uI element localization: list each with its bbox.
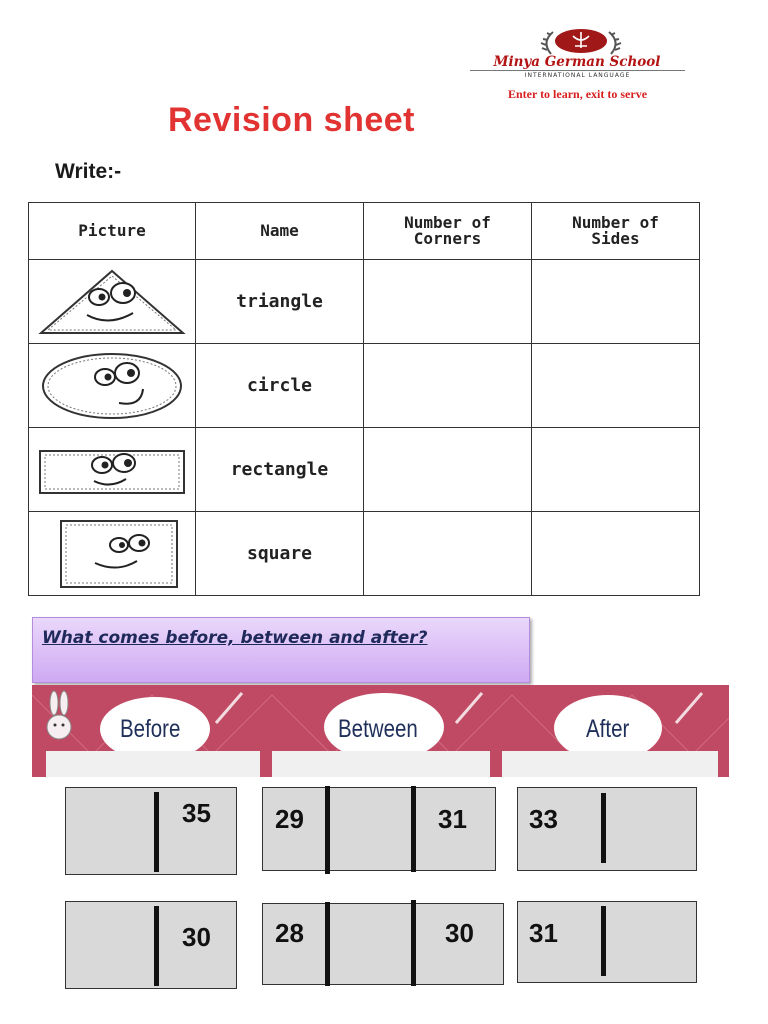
before-given-number: 30 bbox=[182, 922, 211, 952]
table-row bbox=[29, 428, 700, 512]
between-right-number: 30 bbox=[445, 918, 474, 948]
shapes-table bbox=[28, 202, 700, 596]
circle-face-icon bbox=[37, 351, 187, 421]
shape-name-cell: circle bbox=[196, 344, 364, 428]
header-sides-label: Number of Sides bbox=[572, 213, 659, 248]
sides-answer-cell[interactable] bbox=[532, 512, 700, 596]
after-given-number: 33 bbox=[529, 804, 558, 834]
question-text: What comes before, between and after? bbox=[42, 628, 428, 648]
sides-answer-cell[interactable] bbox=[532, 344, 700, 428]
corners-answer-cell[interactable] bbox=[364, 428, 532, 512]
question-banner bbox=[32, 617, 530, 683]
shape-name-cell: rectangle bbox=[196, 428, 364, 512]
corners-answer-cell[interactable] bbox=[364, 260, 532, 344]
after-answer-slot[interactable] bbox=[610, 906, 690, 976]
box-divider bbox=[601, 906, 606, 976]
before-strip bbox=[46, 751, 260, 777]
square-face-icon bbox=[37, 517, 187, 591]
shape-name-cell: triangle bbox=[196, 260, 364, 344]
label-before: Before bbox=[120, 715, 181, 743]
after-given-number: 31 bbox=[529, 918, 558, 948]
corners-answer-cell[interactable] bbox=[364, 344, 532, 428]
between-left-number: 28 bbox=[275, 918, 304, 948]
write-instruction: Write:- bbox=[55, 160, 122, 183]
header-corners bbox=[364, 203, 532, 260]
bunny-icon bbox=[44, 689, 74, 749]
header-name: Name bbox=[196, 203, 364, 260]
between-answer-slot[interactable] bbox=[333, 908, 407, 980]
picture-cell bbox=[29, 344, 196, 428]
before-answer-slot[interactable] bbox=[72, 795, 150, 865]
shape-name-cell: square bbox=[196, 512, 364, 596]
triangle-face-icon bbox=[37, 267, 187, 337]
picture-cell bbox=[29, 512, 196, 596]
box-divider bbox=[154, 792, 159, 872]
box-divider bbox=[325, 786, 330, 874]
label-after: After bbox=[586, 715, 630, 743]
after-answer-slot[interactable] bbox=[610, 792, 690, 864]
table-row bbox=[29, 512, 700, 596]
header-sides bbox=[532, 203, 700, 260]
sides-answer-cell[interactable] bbox=[532, 428, 700, 512]
picture-cell bbox=[29, 428, 196, 512]
school-name: Minya German School bbox=[493, 54, 661, 70]
page-title: Revision sheet bbox=[168, 101, 415, 139]
school-subtitle: INTERNATIONAL LANGUAGE bbox=[470, 70, 685, 79]
picture-cell bbox=[29, 260, 196, 344]
label-between: Between bbox=[338, 715, 418, 743]
pencil-icon bbox=[452, 687, 492, 727]
between-strip bbox=[272, 751, 490, 777]
after-strip bbox=[502, 751, 718, 777]
before-given-number: 35 bbox=[182, 798, 211, 828]
rectangle-face-icon bbox=[36, 435, 188, 505]
sides-answer-cell[interactable] bbox=[532, 260, 700, 344]
before-between-after-header bbox=[32, 685, 729, 777]
pencil-icon bbox=[212, 687, 252, 727]
box-divider bbox=[601, 793, 606, 863]
table-row bbox=[29, 260, 700, 344]
box-divider bbox=[325, 902, 330, 986]
corners-answer-cell[interactable] bbox=[364, 512, 532, 596]
between-answer-slot[interactable] bbox=[333, 792, 407, 864]
header-corners-label: Number of Corners bbox=[404, 213, 491, 248]
table-header-row bbox=[29, 203, 700, 260]
box-divider bbox=[411, 786, 416, 872]
box-divider bbox=[411, 900, 416, 986]
table-row bbox=[29, 344, 700, 428]
between-right-number: 31 bbox=[438, 804, 467, 834]
header-picture: Picture bbox=[29, 203, 196, 260]
box-divider bbox=[154, 906, 159, 986]
pencil-icon bbox=[672, 687, 712, 727]
school-motto: Enter to learn, exit to serve bbox=[507, 87, 648, 101]
before-answer-slot[interactable] bbox=[72, 908, 150, 980]
between-left-number: 29 bbox=[275, 804, 304, 834]
